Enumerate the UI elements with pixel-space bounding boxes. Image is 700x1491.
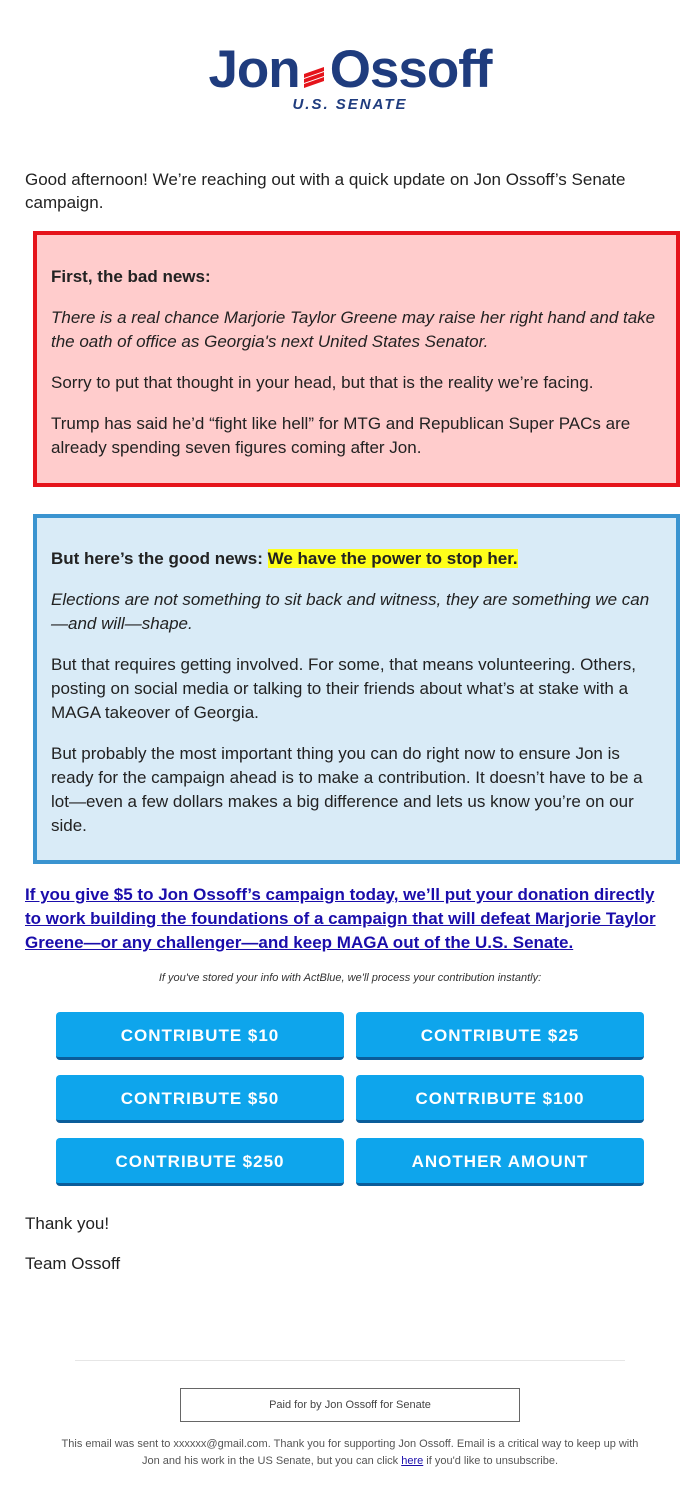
unsubscribe-link[interactable]: here [401, 1455, 424, 1467]
good-news-heading [51, 547, 662, 571]
logo-wordmark [208, 40, 491, 103]
paid-for-disclaimer: Paid for by Jon Ossoff for Senate [180, 1388, 520, 1422]
good-news-paragraph-1: Elections are not something to sit back and witness, they are something we can—and will—shape. [51, 590, 650, 633]
good-news-heading-text: But here’s the good news: [51, 549, 263, 568]
logo-stripes-icon [302, 43, 328, 103]
logo-last-name: Ossoff [329, 40, 492, 99]
thank-you-text: Thank you! [25, 1214, 110, 1233]
bad-news-box [33, 231, 680, 487]
logo-first-name: Jon [208, 40, 300, 99]
contribute-100-button[interactable]: CONTRIBUTE $100 [356, 1075, 644, 1123]
donate-five-link[interactable]: If you give $5 to Jon Ossoff’s campaign today, we’ll put your donation directly to work building the foundations of a campaign that will defeat Marjorie Taylor Greene—or any challenger—and keep MAGA out of the U.S. Senate. [25, 885, 656, 952]
footer-text [60, 1436, 640, 1470]
bad-news-paragraph-1: There is a real chance Marjorie Taylor Greene may raise her right hand and take the oath of office as Georgia's next United States Senator. [51, 308, 656, 351]
actblue-note: If you've stored your info with ActBlue, we'll process your contribution instantly: [158, 972, 542, 984]
good-news-highlight: We have the power to stop her. [267, 549, 518, 568]
good-news-paragraph-2: But that requires getting involved. For some, that means volunteering. Others, posting on social media or talking to their friends about what’s at stake with a MAGA takeover of Georgia. [51, 655, 636, 722]
footer-divider [75, 1360, 625, 1361]
campaign-logo [0, 40, 700, 103]
intro-paragraph: Good afternoon! We’re reaching out with a quick update on Jon Ossoff’s Senate campaign. [25, 170, 626, 212]
bad-news-paragraph-2: Sorry to put that thought in your head, but that is the reality we’re facing. [51, 373, 594, 392]
contribute-250-button[interactable]: CONTRIBUTE $250 [56, 1138, 344, 1186]
team-signature: Team Ossoff [25, 1254, 121, 1273]
footer-text-after: if you'd like to unsubscribe. [423, 1455, 559, 1467]
good-news-box [33, 514, 680, 864]
bad-news-paragraph-3: Trump has said he’d “fight like hell” for MTG and Republican Super PACs are already spending seven figures coming after Jon. [51, 414, 631, 457]
footer-text-before: This email was sent to xxxxxx@gmail.com. Thank you for supporting Jon Ossoff. Email is a critical way to keep up with Jon and his work in the US Senate, but you can click [61, 1438, 639, 1467]
contribute-10-button[interactable]: CONTRIBUTE $10 [56, 1012, 344, 1060]
good-news-paragraph-3: But probably the most important thing you can do right now to ensure Jon is ready for the campaign ahead is to make a contribution. It doesn’t have to be a lot—even a few dollars makes a big difference and lets us know you’re on our side. [51, 744, 643, 835]
logo-subtitle: U.S. SENATE [292, 96, 408, 113]
contribute-50-button[interactable]: CONTRIBUTE $50 [56, 1075, 344, 1123]
contribute-25-button[interactable]: CONTRIBUTE $25 [356, 1012, 644, 1060]
bad-news-heading: First, the bad news: [51, 267, 211, 286]
another-amount-button[interactable]: ANOTHER AMOUNT [356, 1138, 644, 1186]
